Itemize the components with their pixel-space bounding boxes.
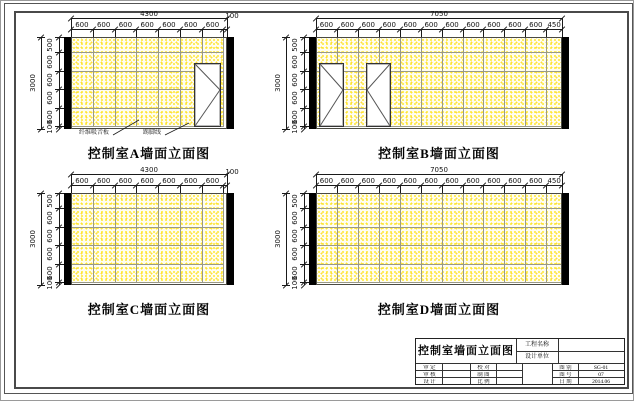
dim-label: 600 bbox=[340, 177, 355, 185]
dim-label-vertical: 3000 bbox=[29, 74, 37, 92]
title-block-design-unit-label: 设计单位 bbox=[524, 354, 549, 360]
dim-label: 100 bbox=[225, 168, 239, 176]
dim-extension-line bbox=[93, 185, 94, 193]
elevation-title: 控制室C墙面立面图 bbox=[87, 302, 211, 317]
dim-extension-line bbox=[71, 29, 72, 37]
dim-label-vertical: 600 bbox=[46, 54, 54, 69]
dim-label: 600 bbox=[466, 21, 480, 29]
dim-label: 600 bbox=[424, 21, 438, 29]
dim-label: 450 bbox=[547, 21, 561, 29]
wall-end-column-right bbox=[562, 193, 569, 285]
dim-label: 7050 bbox=[430, 10, 448, 18]
skirting-strip bbox=[317, 127, 561, 128]
edge-filler-strip bbox=[224, 194, 226, 284]
dim-line-width-segments bbox=[71, 185, 227, 186]
dim-label: 600 bbox=[96, 177, 111, 185]
title-block-meta-value: SG-01 bbox=[593, 364, 609, 371]
dim-label-vertical: 600 bbox=[291, 210, 299, 225]
dim-extension-line bbox=[300, 227, 309, 228]
dim-line-total-width bbox=[316, 18, 562, 19]
annotation-label: 踢脚线 bbox=[143, 130, 162, 136]
dim-extension-line bbox=[379, 29, 380, 37]
dim-extension-line bbox=[463, 185, 464, 193]
panel-grid-line-h bbox=[317, 52, 561, 53]
dim-label: 100 bbox=[225, 12, 239, 20]
wall-end-column-right bbox=[227, 37, 234, 129]
dim-extension-line bbox=[55, 227, 64, 228]
panel-grid-line-h bbox=[72, 264, 226, 265]
panel-grid-line-h bbox=[72, 52, 226, 53]
title-block-project-label: 工程名称 bbox=[524, 342, 549, 348]
dim-label-vertical: 500 bbox=[46, 193, 54, 208]
dim-extension-line bbox=[504, 29, 505, 37]
panel-grid-line-h bbox=[72, 245, 226, 246]
panel-grid-line-h bbox=[317, 71, 561, 72]
title-block-drawing-title: 控制室墙面立面图 bbox=[418, 345, 514, 357]
dim-extension-line bbox=[358, 185, 359, 193]
dim-label: 600 bbox=[508, 177, 522, 185]
dim-extension-line bbox=[55, 71, 64, 72]
elevation-title: 控制室A墙面立面图 bbox=[87, 146, 211, 161]
dim-label-vertical: 600 bbox=[291, 229, 299, 243]
edge-filler-strip bbox=[224, 38, 226, 128]
dim-extension-line bbox=[379, 185, 380, 193]
dim-extension-line bbox=[71, 185, 72, 193]
wall-end-column-left bbox=[309, 37, 316, 129]
dim-extension-line bbox=[546, 29, 547, 37]
dim-label-vertical: 600 bbox=[291, 266, 299, 280]
dim-extension-line bbox=[316, 29, 317, 37]
dim-extension-line bbox=[93, 29, 94, 37]
dim-extension-line bbox=[55, 193, 64, 194]
dim-line-total-height bbox=[286, 37, 287, 129]
leader-line bbox=[165, 123, 189, 135]
dim-label: 600 bbox=[529, 21, 543, 29]
dim-label: 4300 bbox=[140, 166, 158, 174]
dim-extension-line bbox=[55, 108, 64, 109]
elevation-title: 控制室B墙面立面图 bbox=[378, 146, 500, 161]
wall-end-column-left bbox=[64, 37, 71, 129]
dim-extension-line bbox=[525, 185, 526, 193]
title-block-meta-value: 2014.06 bbox=[592, 378, 610, 385]
dim-extension-line bbox=[316, 185, 317, 193]
dim-extension-line bbox=[525, 29, 526, 37]
panel-grid-line-h bbox=[72, 227, 226, 228]
wall-end-column-right bbox=[562, 37, 569, 129]
dim-extension-line bbox=[300, 52, 309, 53]
dim-label: 600 bbox=[319, 21, 334, 29]
line bbox=[367, 64, 390, 90]
dim-label-vertical: 600 bbox=[291, 110, 299, 124]
dim-label-vertical: 500 bbox=[291, 193, 299, 208]
dim-extension-line bbox=[55, 208, 64, 209]
dim-label-vertical: 500 bbox=[46, 37, 54, 52]
dim-label: 600 bbox=[118, 21, 133, 29]
dim-label: 600 bbox=[508, 21, 522, 29]
dim-extension-line bbox=[55, 89, 64, 90]
title-block-meta-label: 日 期 bbox=[559, 378, 572, 385]
dim-extension-line bbox=[300, 264, 309, 265]
dim-label: 600 bbox=[205, 177, 220, 185]
dim-extension-line bbox=[180, 29, 181, 37]
dim-label: 600 bbox=[140, 21, 154, 29]
dim-label: 600 bbox=[361, 21, 375, 29]
dim-label: 600 bbox=[424, 177, 438, 185]
panel-grid-line-h bbox=[317, 208, 561, 209]
dim-label-vertical: 3000 bbox=[274, 74, 282, 92]
title-block-approval-label: 制 图 bbox=[477, 371, 490, 378]
line bbox=[195, 64, 220, 90]
dim-label-vertical: 600 bbox=[291, 91, 299, 106]
title-block-meta-label: 图 号 bbox=[559, 371, 572, 378]
dim-extension-line bbox=[136, 29, 137, 37]
door-leaf-lines bbox=[319, 63, 344, 127]
dim-label: 600 bbox=[403, 21, 417, 29]
dim-label-vertical: 100 bbox=[291, 276, 299, 291]
dim-extension-line bbox=[546, 185, 547, 193]
dim-extension-line bbox=[337, 29, 338, 37]
dim-label: 600 bbox=[487, 177, 501, 185]
dim-label-vertical: 600 bbox=[291, 247, 299, 262]
title-block-approval-value bbox=[497, 365, 522, 371]
title-block-approval-value bbox=[443, 365, 470, 371]
dim-label-vertical: 600 bbox=[291, 73, 299, 87]
dim-label-vertical: 3000 bbox=[29, 230, 37, 248]
wall-end-column-right bbox=[227, 193, 234, 285]
dim-label: 600 bbox=[466, 177, 480, 185]
dim-extension-line bbox=[55, 264, 64, 265]
dim-extension-line bbox=[300, 208, 309, 209]
dim-extension-line bbox=[300, 245, 309, 246]
dim-extension-line bbox=[55, 37, 64, 38]
dim-label: 4300 bbox=[140, 10, 158, 18]
title-block-project-value bbox=[559, 340, 623, 351]
dim-extension-line bbox=[337, 185, 338, 193]
line bbox=[320, 64, 343, 90]
dim-extension-line bbox=[115, 185, 116, 193]
title-block-approval-value bbox=[497, 379, 522, 385]
dim-extension-line bbox=[300, 193, 309, 194]
panel-grid-line-h bbox=[72, 208, 226, 209]
dim-label: 450 bbox=[547, 177, 561, 185]
dim-extension-line bbox=[483, 29, 484, 37]
dim-label-vertical: 3000 bbox=[274, 230, 282, 248]
dim-extension-line bbox=[358, 29, 359, 37]
title-block-meta-label: 图 别 bbox=[559, 364, 572, 371]
dim-label-vertical: 600 bbox=[46, 91, 54, 106]
dim-label: 600 bbox=[75, 21, 89, 29]
dim-label: 600 bbox=[184, 177, 198, 185]
annotation-label: 纤维吸音板 bbox=[79, 130, 110, 136]
title-block-line bbox=[522, 364, 523, 384]
title-block-approval-label: 比 例 bbox=[477, 378, 490, 385]
panel-grid-line-h bbox=[317, 245, 561, 246]
dim-label-vertical: 600 bbox=[291, 54, 299, 69]
dim-label: 600 bbox=[118, 177, 133, 185]
dim-extension-line bbox=[421, 185, 422, 193]
line bbox=[320, 90, 343, 126]
line bbox=[195, 90, 220, 126]
title-block-approval-label: 审 定 bbox=[423, 364, 436, 371]
title-block-design-unit-value bbox=[559, 352, 623, 363]
dim-label: 600 bbox=[361, 177, 375, 185]
wall-end-column-left bbox=[64, 193, 71, 285]
title-block-approval-label: 设 计 bbox=[423, 378, 436, 385]
elevation-title: 控制室D墙面立面图 bbox=[377, 302, 501, 317]
dim-label: 600 bbox=[529, 177, 543, 185]
dim-extension-line bbox=[158, 29, 159, 37]
dim-label: 600 bbox=[140, 177, 154, 185]
dim-line-total-height bbox=[41, 193, 42, 285]
title-block-approval-value bbox=[443, 379, 470, 385]
dim-label-vertical: 600 bbox=[46, 73, 54, 87]
leader-line bbox=[113, 120, 139, 135]
dim-label-vertical: 600 bbox=[46, 110, 54, 124]
dim-label: 600 bbox=[445, 21, 459, 29]
dim-extension-line bbox=[300, 108, 309, 109]
dim-line-width-segments bbox=[71, 29, 227, 30]
wall-panel-grid bbox=[71, 193, 227, 285]
dim-label: 600 bbox=[96, 21, 111, 29]
dim-label: 600 bbox=[487, 21, 501, 29]
panel-grid-line-h bbox=[317, 89, 561, 90]
dim-extension-line bbox=[400, 29, 401, 37]
dim-extension-line bbox=[504, 185, 505, 193]
title-block-approval-value bbox=[497, 372, 522, 378]
dim-extension-line bbox=[158, 185, 159, 193]
dim-label-vertical: 600 bbox=[46, 229, 54, 243]
door-leaf-lines bbox=[194, 63, 221, 127]
dim-line-total-height bbox=[41, 37, 42, 129]
title-block-approval-label: 校 对 bbox=[477, 364, 490, 371]
panel-grid-line-h bbox=[317, 108, 561, 109]
dim-line-total-width bbox=[71, 174, 227, 175]
dim-label: 600 bbox=[205, 21, 220, 29]
dim-label: 600 bbox=[382, 21, 396, 29]
title-block-approval-label: 审 核 bbox=[423, 371, 436, 378]
dim-extension-line bbox=[136, 185, 137, 193]
dim-extension-line bbox=[300, 89, 309, 90]
title-block-meta-value: 07 bbox=[598, 371, 604, 378]
dim-label-vertical: 600 bbox=[46, 210, 54, 225]
dim-label-vertical: 600 bbox=[46, 266, 54, 280]
dim-extension-line bbox=[463, 29, 464, 37]
dim-label: 600 bbox=[184, 21, 198, 29]
dim-label-vertical: 500 bbox=[291, 37, 299, 52]
skirting-strip bbox=[72, 283, 226, 284]
dim-extension-line bbox=[400, 185, 401, 193]
dim-extension-line bbox=[483, 185, 484, 193]
panel-grid-line-h bbox=[317, 227, 561, 228]
dim-extension-line bbox=[442, 29, 443, 37]
title-block bbox=[415, 338, 625, 385]
dim-label-vertical: 100 bbox=[46, 120, 54, 135]
panel-grid-line-h bbox=[317, 264, 561, 265]
dim-extension-line bbox=[55, 52, 64, 53]
dim-label: 600 bbox=[340, 21, 355, 29]
dim-line-total-height bbox=[286, 193, 287, 285]
dim-label: 600 bbox=[445, 177, 459, 185]
door-leaf-lines bbox=[366, 63, 391, 127]
dim-label: 600 bbox=[403, 177, 417, 185]
dim-label-vertical: 100 bbox=[291, 120, 299, 135]
wall-end-column-left bbox=[309, 193, 316, 285]
dim-extension-line bbox=[180, 185, 181, 193]
line bbox=[367, 90, 390, 126]
dim-label: 600 bbox=[319, 177, 334, 185]
dim-extension-line bbox=[115, 29, 116, 37]
dim-line-total-width bbox=[71, 18, 227, 19]
dim-extension-line bbox=[55, 245, 64, 246]
dim-label: 600 bbox=[75, 177, 89, 185]
dim-line-total-width bbox=[316, 174, 562, 175]
skirting-strip bbox=[317, 283, 561, 284]
dim-extension-line bbox=[300, 71, 309, 72]
dim-extension-line bbox=[202, 29, 203, 37]
dim-label: 600 bbox=[162, 177, 176, 185]
dim-label: 7050 bbox=[430, 166, 448, 174]
dim-label-vertical: 100 bbox=[46, 276, 54, 291]
skirting-strip bbox=[72, 127, 226, 128]
dim-label-vertical: 600 bbox=[46, 247, 54, 262]
dim-extension-line bbox=[300, 37, 309, 38]
dim-extension-line bbox=[442, 185, 443, 193]
line bbox=[165, 123, 189, 135]
line bbox=[113, 120, 139, 135]
dim-extension-line bbox=[202, 185, 203, 193]
dim-label: 600 bbox=[382, 177, 396, 185]
dim-label: 600 bbox=[162, 21, 176, 29]
title-block-approval-value bbox=[443, 372, 470, 378]
dim-extension-line bbox=[421, 29, 422, 37]
